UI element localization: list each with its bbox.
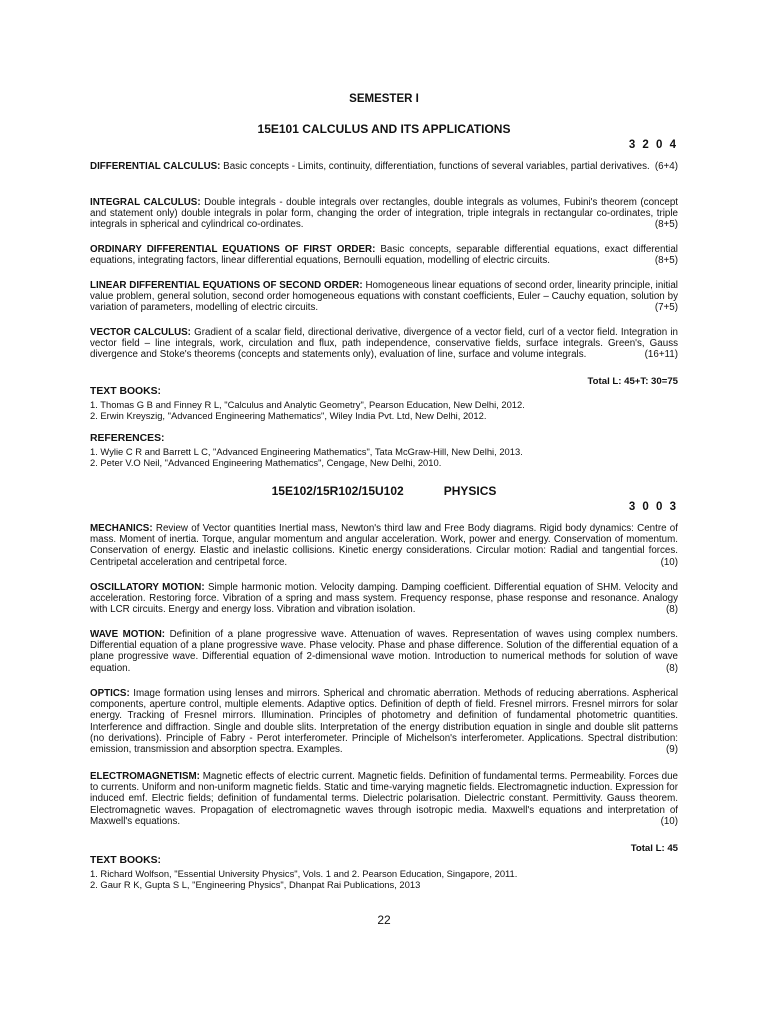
course2-textbooks-heading: TEXT BOOKS: bbox=[90, 855, 162, 866]
course2-total-hours: Total L: 45 bbox=[630, 843, 678, 854]
topic-text: Double integrals - double integrals over rectangles, double integrals as volumes, Fubini's theorem (concept and statement only) double integrals in polar form, changing the order of integration, triple integrals in rectangular co-ordinates, triple integrals in spherical and cylindrical co-ordinates. bbox=[90, 197, 678, 231]
topic-hours: (10) bbox=[660, 815, 678, 827]
topic-hours: (8+5) bbox=[654, 255, 678, 267]
course1-title: 15E101 CALCULUS AND ITS APPLICATIONS bbox=[257, 122, 511, 136]
course1-credits: 3 2 0 4 bbox=[628, 139, 678, 151]
course2-title bbox=[90, 486, 678, 497]
topic-hours: (10) bbox=[660, 556, 678, 568]
page-number: 22 bbox=[377, 913, 391, 927]
course2-topic-2 bbox=[90, 582, 678, 616]
course2-credits: 3 0 0 3 bbox=[628, 501, 678, 513]
course1-topic-2 bbox=[90, 197, 678, 231]
course2-topic-4 bbox=[90, 688, 678, 755]
course2-textbook-1: 1. Richard Wolfson, "Essential University Physics", Vols. 1 and 2. Pearson Education, Singapore, 2011. bbox=[90, 868, 518, 879]
course1-references-heading: REFERENCES: bbox=[90, 433, 165, 444]
topic-text: Homogeneous linear equations of second order, linearity principle, initial value problem, general solution, second order homogeneous equations with constant coefficients, Euler – Cauchy equation, solution by variation of parameters, modelling of electric circuits. bbox=[90, 280, 678, 314]
topic-hours: (6+4) bbox=[654, 161, 678, 172]
course1-textbook-1: 1. Thomas G B and Finney R L, "Calculus and Analytic Geometry", Pearson Education, New Delhi, 2012. bbox=[90, 399, 525, 410]
topic-text: Basic concepts - Limits, continuity, differentiation, functions of several variables, partial derivatives. bbox=[223, 161, 650, 172]
course1-topic-3 bbox=[90, 244, 678, 266]
course1-topic-1 bbox=[90, 161, 678, 172]
topic-heading: ELECTROMAGNETISM: bbox=[90, 771, 200, 782]
topic-hours: (9) bbox=[666, 744, 678, 756]
course2-name: PHYSICS bbox=[443, 484, 497, 498]
course1-reference-2: 2. Peter V.O Neil, "Advanced Engineering Mathematics", Cengage, New Delhi, 2010. bbox=[90, 457, 442, 468]
topic-heading: WAVE MOTION: bbox=[90, 629, 166, 640]
topic-heading: INTEGRAL CALCULUS: bbox=[90, 197, 201, 208]
course1-textbooks-heading: TEXT BOOKS: bbox=[90, 386, 162, 397]
course1-reference-1: 1. Wylie C R and Barrett L C, "Advanced Engineering Mathematics", Tata McGraw-Hill, New Delhi, 2013. bbox=[90, 446, 523, 457]
topic-text: Review of Vector quantities Inertial mass, Newton's third law and Free Body diagrams. Rigid body dynamics: Centre of mass. Moment of inertia. Torque, angular momentum and angular acceleration. Work, power and energy. Conservation of momentum. Conservation of energy. Elastic and inelastic collisions. Kinetic energy considerations. Circular motion: Radial and tangential forces. Centripetal acceleration and centripetal force. bbox=[90, 523, 678, 568]
course2-code: 15E102/15R102/15U102 bbox=[271, 484, 404, 498]
topic-hours: (8) bbox=[666, 662, 678, 674]
topic-text: Basic concepts, separable differential equations, exact differential equations, integrating factors, linear differential equations, Bernoulli equation, modelling of electric circuits. bbox=[90, 244, 678, 267]
course2-topic-1 bbox=[90, 523, 678, 568]
topic-text: Magnetic effects of electric current. Magnetic fields. Definition of fundamental terms. Permeability. Forces due to currents. Uniform and non-uniform magnetic fields. Static and time-varying magnetic fields. Electromagnetic induction. Expression for induced emf. Electric fields; definition of fundamental terms. Dielectric polarisation. Dielectric constant. Permittivity. Gauss theorem. Electromagnetic waves. Propagation of electromagnetic waves through isotropic media. Maxwell's equations and interpretation of Maxwell's equations. bbox=[90, 771, 678, 827]
topic-heading: VECTOR CALCULUS: bbox=[90, 327, 191, 338]
topic-hours: (8) bbox=[666, 604, 678, 616]
course1-topic-5 bbox=[90, 327, 678, 361]
topic-heading: DIFFERENTIAL CALCULUS: bbox=[90, 161, 221, 172]
topic-text: Simple harmonic motion. Velocity damping. Damping coefficient. Differential equation of SHM. Velocity and acceleration. Restoring force. Vibration of a spring and mass system. Frequency response, phase response and resonance. Analogy with LCR circuits. Energy and energy loss. Vibration and vibration isolation. bbox=[90, 582, 678, 616]
topic-hours: (8+5) bbox=[654, 219, 678, 231]
topic-text: Definition of a plane progressive wave. Attenuation of waves. Representation of waves using complex numbers. Differential equation of a plane progressive wave. Phase velocity. Phase and phase difference. Solution of the differential equation of a plane progressive wave. Differential equation of 2-dimensional wave motion. Introduction to numerical methods for solution of wave equation. bbox=[90, 629, 678, 674]
course2-topic-3 bbox=[90, 629, 678, 674]
topic-hours: (7+5) bbox=[654, 302, 678, 314]
course1-textbook-2: 2. Erwin Kreyszig, "Advanced Engineering Mathematics", Wiley India Pvt. Ltd, New Delhi, 2012. bbox=[90, 410, 487, 421]
topic-heading: ORDINARY DIFFERENTIAL EQUATIONS OF FIRST ORDER: bbox=[90, 244, 376, 255]
course1-topic-4 bbox=[90, 280, 678, 314]
topic-heading: MECHANICS: bbox=[90, 523, 153, 534]
topic-heading: LINEAR DIFFERENTIAL EQUATIONS OF SECOND ORDER: bbox=[90, 280, 363, 291]
course1-total-hours: Total L: 45+T: 30=75 bbox=[587, 376, 678, 387]
course2-textbook-2: 2. Gaur R K, Gupta S L, "Engineering Physics", Dhanpat Rai Publications, 2013 bbox=[90, 879, 421, 890]
semester-heading: SEMESTER I bbox=[349, 93, 419, 105]
topic-heading: OSCILLATORY MOTION: bbox=[90, 582, 205, 593]
topic-text: Gradient of a scalar field, directional derivative, divergence of a vector field, curl of a vector field. Integration in vector field – line integrals, work, circulation and flux, path independence, conservative fields, surface integrals. Green's, Gauss divergence and Stoke's theorems (concepts and statements only), evaluation of line, surface and volume integrals. bbox=[90, 327, 678, 361]
topic-heading: OPTICS: bbox=[90, 688, 130, 699]
course2-topic-5 bbox=[90, 771, 678, 827]
topic-text: Image formation using lenses and mirrors. Spherical and chromatic aberration. Methods of reducing aberrations. Aspherical components, aperture control, multiple elements. Adaptive optics. Definition of depth of field. Fresnel mirrors. Fresnel mirrors for solar energy. Tracking of Fresnel mirrors. Illumination. Principles of photometry and definition of fundamental photometric quantities. Interference and diffraction. Single and double slits. Interpretation of the energy distribution equation in single and double slit patterns (no derivations). Principle of Fabry - Perot interferometer. Principle of Michelson's interferometer. Applications. Spectral distribution: emission, transmission and absorption spectra. Examples. bbox=[90, 688, 678, 756]
topic-hours: (16+11) bbox=[644, 349, 678, 361]
